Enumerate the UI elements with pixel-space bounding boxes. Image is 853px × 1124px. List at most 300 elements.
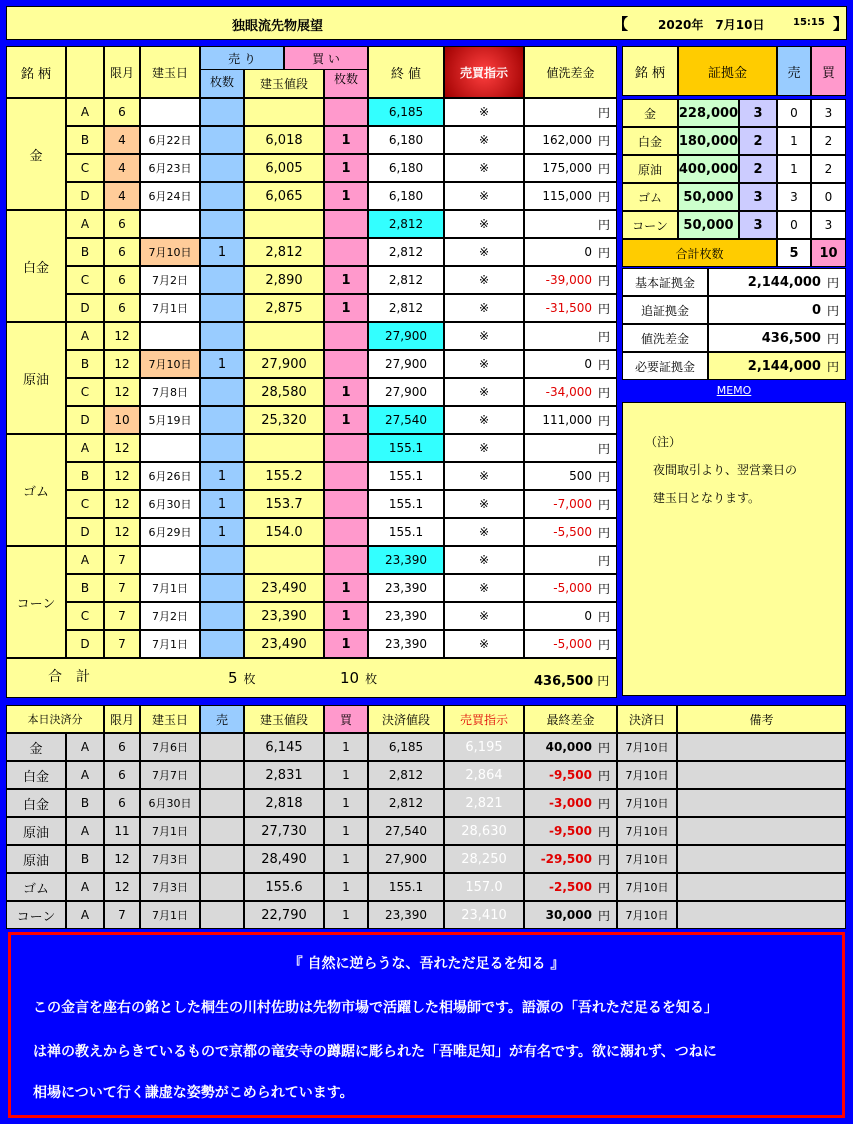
settle-row-sdate: 7月10日: [617, 733, 677, 761]
yen-unit: 円: [597, 553, 610, 568]
settle-row-settle-price: 27,900: [368, 845, 444, 873]
row-price: [244, 98, 324, 126]
yen-unit: 円: [597, 880, 610, 895]
row-sell-qty: [200, 154, 244, 182]
row-date: 7月1日: [140, 630, 200, 658]
row-signal: ※: [444, 434, 524, 462]
settle-diff-value: -29,500: [540, 852, 592, 866]
settle-diff-value: -9,500: [549, 768, 592, 782]
row-limit: 6: [104, 294, 140, 322]
settle-header-signal: 売買指示: [444, 705, 524, 733]
settle-row-name: 白金: [6, 761, 66, 789]
yen-unit: 円: [597, 581, 610, 596]
row-buy-qty: [324, 518, 368, 546]
settle-row-limit: 11: [104, 817, 140, 845]
total-sell-unit: 枚: [243, 672, 256, 686]
row-close: 27,900: [368, 322, 444, 350]
settle-row-date: 7月7日: [140, 761, 200, 789]
row-grade: A: [66, 546, 104, 574]
settle-row-grade: A: [66, 733, 104, 761]
diff-value: -39,000: [545, 273, 592, 287]
row-close: 6,180: [368, 154, 444, 182]
side-row-count: 2: [739, 127, 777, 155]
settle-row-sell: [200, 733, 244, 761]
row-diff: [524, 406, 617, 434]
row-diff: [524, 630, 617, 658]
row-grade: D: [66, 630, 104, 658]
quote-line-1: この金言を座右の銘とした桐生の川村佐助は先物市場で活躍した相場師です。語源の「吾れただ足るを知る」: [33, 1000, 718, 1016]
settle-header-diff: 最終差金: [524, 705, 617, 733]
row-date: [140, 210, 200, 238]
row-date: 7月1日: [140, 294, 200, 322]
row-close: 155.1: [368, 462, 444, 490]
settle-row-sell: [200, 901, 244, 929]
total-label: 合 計: [48, 669, 90, 685]
row-sell-qty: [200, 406, 244, 434]
memo-line: （注）: [645, 435, 682, 449]
yen-unit: 円: [597, 273, 610, 288]
row-buy-qty: [324, 210, 368, 238]
memo-line: 夜間取引より、翌営業日の: [653, 463, 798, 477]
side-header-margin: 証拠金: [678, 46, 777, 96]
row-price: 6,065: [244, 182, 324, 210]
row-grade: D: [66, 518, 104, 546]
total-sell-value: 5: [228, 669, 238, 687]
settle-row-limit: 6: [104, 733, 140, 761]
row-grade: A: [66, 98, 104, 126]
row-grade: B: [66, 574, 104, 602]
settle-row-note: [677, 901, 846, 929]
row-signal: ※: [444, 294, 524, 322]
side-row-sell: 3: [777, 183, 811, 211]
settle-row-diff: [524, 845, 617, 873]
row-grade: A: [66, 322, 104, 350]
yen-unit: 円: [597, 852, 610, 867]
side-row-buy: 3: [811, 211, 846, 239]
yen-unit: 円: [597, 385, 610, 400]
side-row-buy: 2: [811, 127, 846, 155]
settle-row-price: 2,818: [244, 789, 324, 817]
row-date: [140, 434, 200, 462]
row-sell-qty: [200, 210, 244, 238]
row-date: 5月19日: [140, 406, 200, 434]
row-limit: 4: [104, 154, 140, 182]
side-row-name: 金: [622, 99, 678, 127]
row-grade: C: [66, 602, 104, 630]
yen-unit: 円: [597, 441, 610, 456]
group-name: 金: [6, 98, 66, 210]
row-close: 6,180: [368, 182, 444, 210]
summary-label: 基本証拠金: [622, 268, 708, 296]
row-sell-qty: [200, 126, 244, 154]
row-close: 23,390: [368, 602, 444, 630]
row-buy-qty: 1: [324, 602, 368, 630]
quote-line-2: は禅の教えからきているもので京都の竜安寺の蹲踞に彫られた「吾唯足知」が有名です。欲に溺れず、つねに: [33, 1044, 717, 1060]
settle-diff-value: -2,500: [549, 880, 592, 894]
row-sell-qty: 1: [200, 462, 244, 490]
settle-row-buy: 1: [324, 873, 368, 901]
row-buy-qty: 1: [324, 266, 368, 294]
settle-row-sdate: 7月10日: [617, 789, 677, 817]
row-date: 6月29日: [140, 518, 200, 546]
row-price: 23,490: [244, 630, 324, 658]
row-limit: 12: [104, 518, 140, 546]
row-price: 23,390: [244, 602, 324, 630]
settle-row-diff: [524, 789, 617, 817]
settle-row-note: [677, 817, 846, 845]
settle-header-buy: 買: [324, 705, 368, 733]
group-name: コーン: [6, 546, 66, 658]
row-sell-qty: [200, 434, 244, 462]
settle-row-settle-price: 155.1: [368, 873, 444, 901]
settle-row-settle-price: 2,812: [368, 761, 444, 789]
row-price: [244, 434, 324, 462]
settle-row-signal: 23,410: [444, 901, 524, 929]
memo-label: MEMO: [716, 384, 752, 397]
row-close: 2,812: [368, 266, 444, 294]
row-diff: [524, 350, 617, 378]
row-diff: [524, 154, 617, 182]
datetime-open: 【: [613, 15, 629, 33]
row-sell-qty: [200, 266, 244, 294]
settle-row-note: [677, 845, 846, 873]
row-close: 6,180: [368, 126, 444, 154]
row-buy-qty: 1: [324, 126, 368, 154]
settle-row-limit: 7: [104, 901, 140, 929]
row-signal: ※: [444, 182, 524, 210]
row-grade: D: [66, 294, 104, 322]
settle-header-limit: 限月: [104, 705, 140, 733]
row-diff: [524, 322, 617, 350]
row-date: [140, 98, 200, 126]
row-grade: A: [66, 434, 104, 462]
row-limit: 12: [104, 378, 140, 406]
row-price: [244, 322, 324, 350]
settle-row-grade: A: [66, 817, 104, 845]
yen-unit: 円: [597, 497, 610, 512]
settle-row-sell: [200, 817, 244, 845]
row-sell-qty: [200, 294, 244, 322]
row-signal: ※: [444, 266, 524, 294]
row-close: 23,390: [368, 630, 444, 658]
yen-unit: 円: [597, 105, 610, 120]
row-close: 23,390: [368, 574, 444, 602]
row-buy-qty: [324, 434, 368, 462]
yen-unit: 円: [826, 331, 839, 346]
row-diff: [524, 574, 617, 602]
yen-unit: 円: [597, 357, 610, 372]
settle-row-sdate: 7月10日: [617, 873, 677, 901]
side-header-name: 銘 柄: [622, 46, 678, 96]
row-date: 7月10日: [140, 350, 200, 378]
header-limit: 限月: [104, 46, 140, 98]
side-row-buy: 3: [811, 99, 846, 127]
header-diff: 値洗差金: [524, 46, 617, 98]
side-total-sell: 5: [777, 239, 811, 267]
row-limit: 12: [104, 462, 140, 490]
side-row-margin: 50,000: [678, 183, 739, 211]
side-header-buy: 買: [811, 46, 846, 96]
row-price: 154.0: [244, 518, 324, 546]
row-close: 23,390: [368, 546, 444, 574]
row-date: 7月2日: [140, 266, 200, 294]
row-limit: 7: [104, 574, 140, 602]
settle-row-date: 7月1日: [140, 901, 200, 929]
row-buy-qty: [324, 546, 368, 574]
row-signal: ※: [444, 238, 524, 266]
header-signal: 売買指示: [444, 46, 524, 98]
settle-row-limit: 12: [104, 845, 140, 873]
row-date: 6月24日: [140, 182, 200, 210]
side-total-buy: 10: [811, 239, 846, 267]
side-row-sell: 0: [777, 211, 811, 239]
side-row-count: 2: [739, 155, 777, 183]
row-price: 25,320: [244, 406, 324, 434]
diff-value: 0: [584, 245, 592, 259]
settle-header-date: 建玉日: [140, 705, 200, 733]
row-diff: [524, 210, 617, 238]
total-buy-unit: 枚: [365, 672, 378, 686]
diff-value: -5,000: [553, 637, 592, 651]
row-diff: [524, 490, 617, 518]
row-buy-qty: 1: [324, 630, 368, 658]
row-buy-qty: 1: [324, 406, 368, 434]
summary-value: [708, 296, 846, 324]
yen-unit: 円: [826, 303, 839, 318]
settle-row-date: 7月3日: [140, 845, 200, 873]
settle-row-buy: 1: [324, 817, 368, 845]
row-date: [140, 546, 200, 574]
yen-unit: 円: [826, 275, 839, 290]
page-title: 独眼流先物展望: [232, 19, 324, 34]
settle-row-sell: [200, 873, 244, 901]
total-row: [6, 658, 617, 698]
yen-unit: 円: [597, 768, 610, 783]
settle-row-grade: B: [66, 845, 104, 873]
row-limit: 6: [104, 266, 140, 294]
row-close: 155.1: [368, 518, 444, 546]
settle-row-name: 白金: [6, 789, 66, 817]
settle-row-grade: A: [66, 901, 104, 929]
settle-row-note: [677, 761, 846, 789]
side-row-count: 3: [739, 99, 777, 127]
row-sell-qty: [200, 602, 244, 630]
settle-row-name: 原油: [6, 845, 66, 873]
row-date: 7月2日: [140, 602, 200, 630]
row-diff: [524, 126, 617, 154]
settle-row-signal: 28,630: [444, 817, 524, 845]
diff-value: -5,000: [553, 581, 592, 595]
side-row-buy: 0: [811, 183, 846, 211]
settle-diff-value: -3,000: [549, 796, 592, 810]
settle-row-limit: 6: [104, 789, 140, 817]
quote-title: 『 自然に逆らうな、吾れただ足るを知る 』: [288, 956, 565, 972]
row-signal: ※: [444, 126, 524, 154]
row-limit: 12: [104, 350, 140, 378]
row-limit: 10: [104, 406, 140, 434]
row-diff: [524, 378, 617, 406]
row-date: 6月30日: [140, 490, 200, 518]
row-price: 28,580: [244, 378, 324, 406]
settle-row-sell: [200, 761, 244, 789]
row-limit: 6: [104, 210, 140, 238]
yen-unit: 円: [597, 413, 610, 428]
settle-row-diff: [524, 901, 617, 929]
settle-row-name: コーン: [6, 901, 66, 929]
datetime-close: 】: [833, 15, 849, 33]
side-row-name: 原油: [622, 155, 678, 183]
settle-row-name: 原油: [6, 817, 66, 845]
settle-row-signal: 157.0: [444, 873, 524, 901]
settle-row-settle-price: 6,185: [368, 733, 444, 761]
row-buy-qty: [324, 350, 368, 378]
side-row-name: ゴム: [622, 183, 678, 211]
row-grade: C: [66, 490, 104, 518]
row-price: 6,018: [244, 126, 324, 154]
row-grade: B: [66, 238, 104, 266]
row-sell-qty: 1: [200, 490, 244, 518]
side-row-sell: 0: [777, 99, 811, 127]
row-grade: C: [66, 154, 104, 182]
settle-row-limit: 6: [104, 761, 140, 789]
summary-amount: 2,144,000: [747, 274, 821, 290]
row-date: 6月23日: [140, 154, 200, 182]
side-row-name: コーン: [622, 211, 678, 239]
settle-header-settle-price: 決済値段: [368, 705, 444, 733]
row-limit: 7: [104, 602, 140, 630]
row-limit: 7: [104, 630, 140, 658]
settle-row-price: 6,145: [244, 733, 324, 761]
row-date: 7月8日: [140, 378, 200, 406]
settle-header-name: 本日決済分: [6, 705, 104, 733]
row-limit: 4: [104, 126, 140, 154]
yen-unit: 円: [597, 245, 610, 260]
header-close: 終 値: [368, 46, 444, 98]
row-buy-qty: 1: [324, 154, 368, 182]
summary-amount: 436,500: [761, 330, 821, 346]
total-buy-value: 10: [340, 669, 360, 687]
row-signal: ※: [444, 630, 524, 658]
yen-unit: 円: [597, 796, 610, 811]
row-limit: 4: [104, 182, 140, 210]
settle-row-signal: 28,250: [444, 845, 524, 873]
settle-row-sdate: 7月10日: [617, 845, 677, 873]
yen-unit: 円: [597, 740, 610, 755]
row-diff: [524, 238, 617, 266]
settle-row-sdate: 7月10日: [617, 761, 677, 789]
side-row-margin: 228,000: [678, 99, 739, 127]
settle-diff-value: 30,000: [545, 908, 592, 922]
row-buy-qty: [324, 238, 368, 266]
row-signal: ※: [444, 490, 524, 518]
row-sell-qty: 1: [200, 518, 244, 546]
settle-row-sell: [200, 789, 244, 817]
settle-row-sell: [200, 845, 244, 873]
settle-row-sdate: 7月10日: [617, 817, 677, 845]
row-grade: B: [66, 350, 104, 378]
row-signal: ※: [444, 546, 524, 574]
summary-amount: 0: [811, 302, 821, 318]
row-sell-qty: [200, 182, 244, 210]
row-diff: [524, 266, 617, 294]
diff-value: -5,500: [553, 525, 592, 539]
side-row-count: 3: [739, 211, 777, 239]
row-close: 27,900: [368, 350, 444, 378]
settle-diff-value: -9,500: [549, 824, 592, 838]
total-buy: [340, 668, 377, 687]
row-diff: [524, 546, 617, 574]
settle-row-signal: 2,821: [444, 789, 524, 817]
settle-header-price: 建玉値段: [244, 705, 324, 733]
total-diff-value: 436,500: [534, 674, 594, 689]
header-buy: 買 い: [284, 46, 368, 70]
yen-unit: 円: [597, 637, 610, 652]
title-bar: [6, 6, 847, 40]
settle-row-buy: 1: [324, 789, 368, 817]
settle-row-settle-price: 2,812: [368, 789, 444, 817]
row-close: 27,900: [368, 378, 444, 406]
settle-row-signal: 6,195: [444, 733, 524, 761]
row-diff: [524, 462, 617, 490]
row-price: 2,890: [244, 266, 324, 294]
settle-row-note: [677, 789, 846, 817]
row-limit: 6: [104, 98, 140, 126]
diff-value: 162,000: [542, 133, 592, 147]
settle-row-grade: A: [66, 873, 104, 901]
settle-row-sdate: 7月10日: [617, 901, 677, 929]
row-buy-qty: 1: [324, 294, 368, 322]
row-price: [244, 210, 324, 238]
group-name: 原油: [6, 322, 66, 434]
row-sell-qty: [200, 546, 244, 574]
row-signal: ※: [444, 154, 524, 182]
row-sell-qty: [200, 378, 244, 406]
row-sell-qty: 1: [200, 350, 244, 378]
summary-value: [708, 352, 846, 380]
quote-box: [8, 932, 845, 1118]
group-name: 白金: [6, 210, 66, 322]
side-total-label: 合計枚数: [622, 239, 777, 267]
summary-value: [708, 324, 846, 352]
row-signal: ※: [444, 210, 524, 238]
quote-line-3: 相場について行く謙虚な姿勢がこめられています。: [33, 1085, 354, 1101]
row-signal: ※: [444, 602, 524, 630]
row-date: 6月26日: [140, 462, 200, 490]
side-row-count: 3: [739, 183, 777, 211]
summary-label: 必要証拠金: [622, 352, 708, 380]
yen-unit: 円: [597, 189, 610, 204]
settle-row-date: 6月30日: [140, 789, 200, 817]
diff-value: -31,500: [545, 301, 592, 315]
summary-value: [708, 268, 846, 296]
total-diff: [534, 670, 609, 689]
row-close: 2,812: [368, 294, 444, 322]
memo-line: 建玉日となります。: [653, 491, 761, 505]
settle-header-sdate: 決済日: [617, 705, 677, 733]
yen-unit: 円: [597, 161, 610, 176]
row-sell-qty: [200, 630, 244, 658]
row-diff: [524, 602, 617, 630]
row-diff: [524, 294, 617, 322]
row-buy-qty: [324, 98, 368, 126]
row-signal: ※: [444, 322, 524, 350]
row-sell-qty: [200, 98, 244, 126]
yen-unit: 円: [597, 133, 610, 148]
header-price: 建玉値段: [244, 69, 324, 98]
settle-row-name: 金: [6, 733, 66, 761]
settle-row-price: 27,730: [244, 817, 324, 845]
settle-row-price: 22,790: [244, 901, 324, 929]
